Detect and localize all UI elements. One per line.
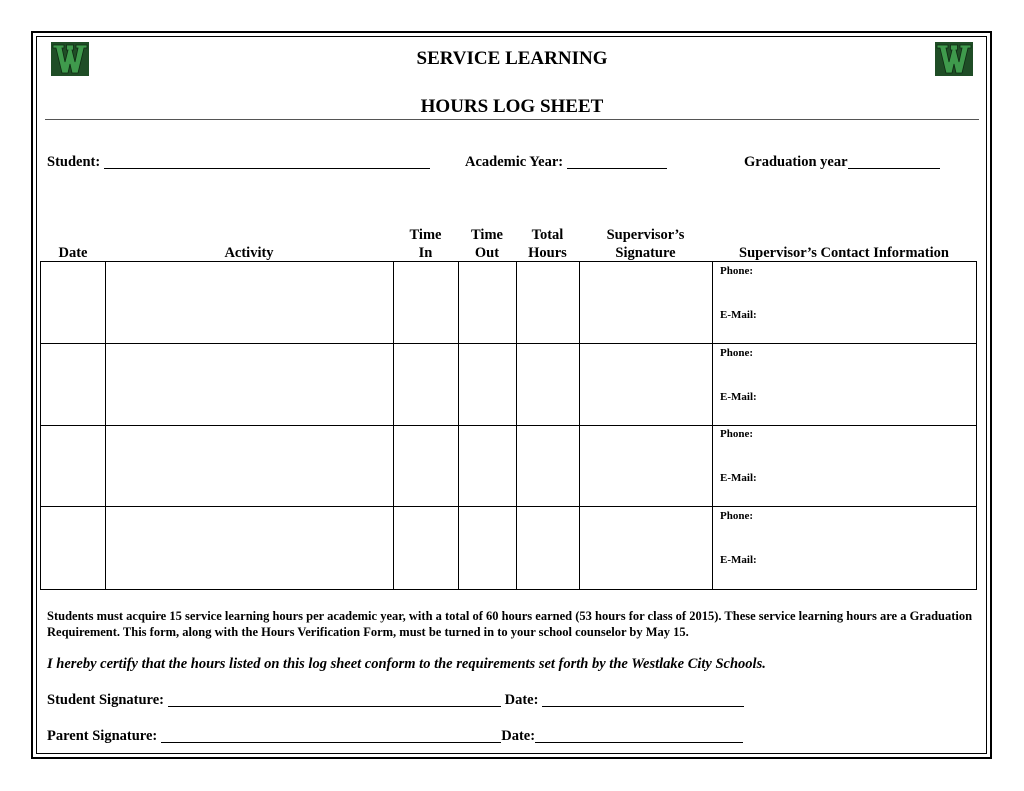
student-name-line[interactable]: [104, 154, 430, 169]
student-date-label: Date:: [504, 692, 539, 708]
time-in-line-2: In: [418, 245, 433, 261]
academic-year-line[interactable]: [567, 154, 667, 169]
row-divider: [41, 425, 976, 426]
certification-statement: I hereby certify that the hours listed on this log sheet conform to the requirements set forth by the Westlake City Schools.: [47, 656, 766, 672]
row-3-email-label: E-Mail:: [720, 472, 757, 484]
supervisor-signature-line-2: Signature: [615, 245, 676, 261]
graduation-year-line[interactable]: [848, 154, 940, 169]
requirement-paragraph: Students must acquire 15 service learning hours per academic year, with a total of 60 hours earned (53 hours for class of 2015). These service learning hours are a Graduation Requirement. This form, along with the Hours Verification Form, must be turned in to your school counselor by May 15.: [47, 609, 973, 639]
graduation-year-label: Graduation year: [744, 154, 848, 170]
column-header-time-out: [458, 226, 516, 262]
student-signature-label: Student Signature:: [47, 692, 164, 708]
column-header-time-in: [393, 226, 458, 262]
row-4-phone-label: Phone:: [720, 510, 753, 522]
parent-date-label: Date:: [501, 728, 536, 744]
column-header-total-hours: [516, 226, 579, 262]
row-4-email-label: E-Mail:: [720, 554, 757, 566]
page-title: SERVICE LEARNING: [416, 48, 608, 69]
row-2-phone-label: Phone:: [720, 347, 753, 359]
row-divider: [41, 343, 976, 344]
time-in-line-1: Time: [409, 227, 442, 243]
student-field: [47, 154, 430, 171]
academic-year-label: Academic Year:: [465, 154, 564, 170]
parent-signature-row: [47, 728, 743, 745]
academic-year-field: [465, 154, 667, 171]
row-2-email-label: E-Mail:: [720, 391, 757, 403]
parent-date-line[interactable]: [535, 728, 743, 743]
student-signature-row: [47, 692, 744, 709]
parent-signature-line[interactable]: [161, 728, 501, 743]
page-subtitle: HOURS LOG SHEET: [420, 96, 604, 117]
row-divider: [41, 506, 976, 507]
student-label: Student:: [47, 154, 101, 170]
column-header-supervisor-signature: [579, 226, 712, 262]
time-out-line-2: Out: [474, 245, 500, 261]
time-out-line-1: Time: [471, 227, 503, 243]
row-1-email-label: E-Mail:: [720, 309, 757, 321]
column-header-activity: Activity: [224, 245, 274, 261]
row-3-phone-label: Phone:: [720, 428, 753, 440]
student-date-line[interactable]: [542, 692, 744, 707]
parent-signature-label: Parent Signature:: [47, 728, 158, 744]
total-hours-line-2: Hours: [528, 245, 567, 261]
column-header-date: Date: [58, 245, 88, 261]
column-header-contact-info: Supervisor’s Contact Information: [739, 245, 949, 261]
graduation-year-field: [744, 154, 940, 171]
row-1-phone-label: Phone:: [720, 265, 753, 277]
hours-log-table: [40, 261, 977, 590]
supervisor-signature-line-1: Supervisor’s: [606, 227, 685, 243]
student-signature-line[interactable]: [168, 692, 501, 707]
total-hours-line-1: Total: [531, 227, 564, 243]
title-divider: [45, 119, 979, 120]
